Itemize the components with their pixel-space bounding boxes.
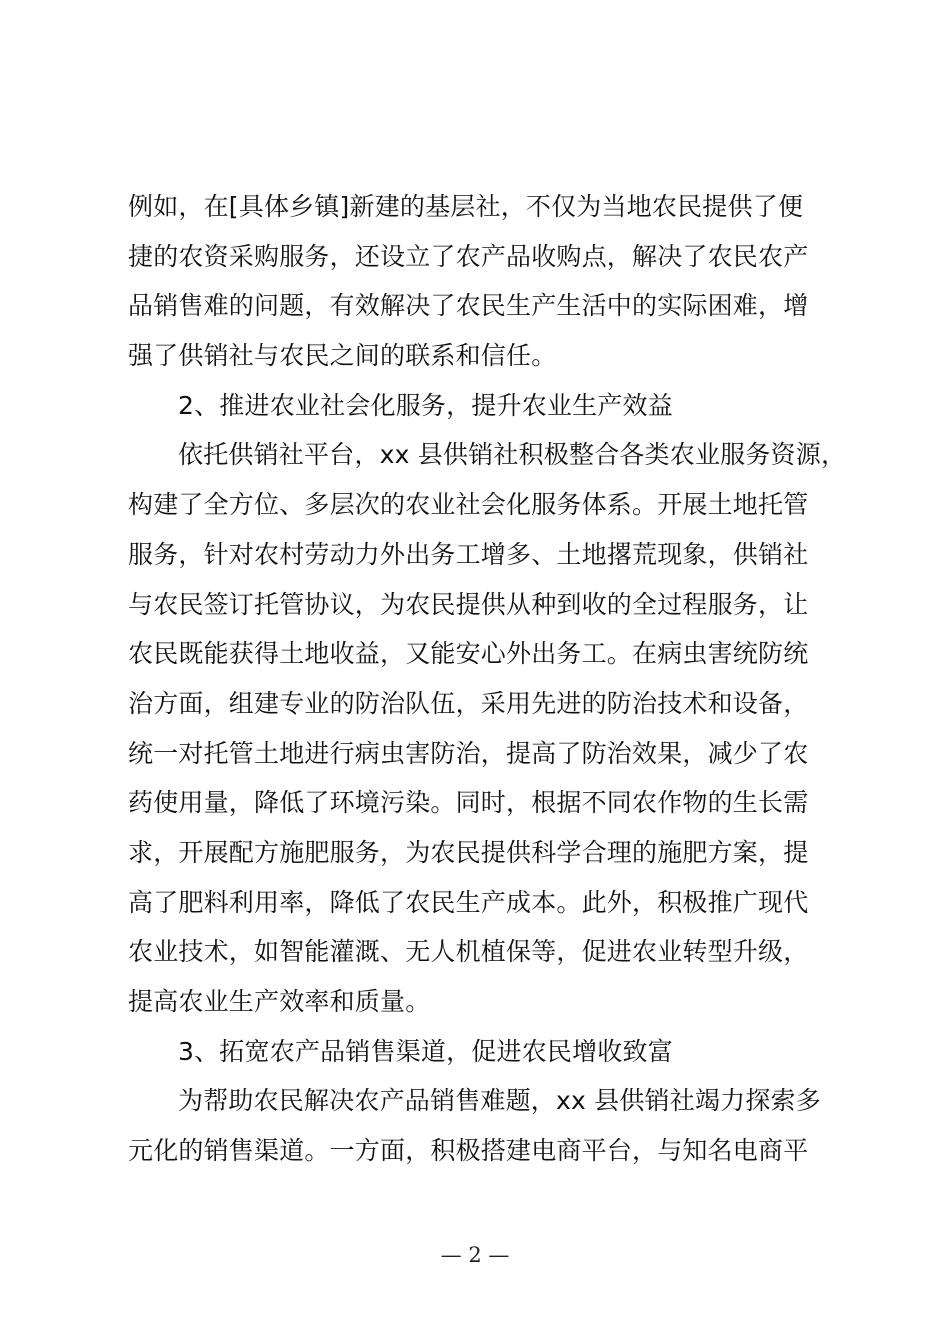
text-line: 统一对托管土地进行病虫害防治，提高了防治效果，减少了农 bbox=[128, 738, 809, 768]
text-line: 服务，针对农村劳动力外出务工增多、土地撂荒现象，供销社 bbox=[128, 539, 809, 569]
text-line: 与农民签订托管协议，为农民提供从种到收的全过程服务，让 bbox=[128, 589, 809, 619]
text-line: 例如，在[具体乡镇]新建的基层社，不仅为当地农民提供了便 bbox=[128, 192, 804, 221]
page-number: — 2 — bbox=[440, 1243, 510, 1267]
text-line: 元化的销售渠道。一方面，积极搭建电商平台，与知名电商平 bbox=[128, 1136, 809, 1166]
section-heading: 3、拓宽农产品销售渠道，促进农民增收致富 bbox=[178, 1036, 673, 1066]
text-line: 构建了全方位、多层次的农业社会化服务体系。开展土地托管 bbox=[128, 490, 809, 520]
text-line: 农业技术，如智能灌溉、无人机植保等，促进农业转型升级， bbox=[128, 937, 809, 967]
section-heading: 2、推进农业社会化服务，提升农业生产效益 bbox=[178, 390, 673, 420]
text-line: 强了供销社与农民之间的联系和信任。 bbox=[128, 341, 557, 371]
text-line: 农民既能获得土地收益，又能安心外出务工。在病虫害统防统 bbox=[128, 639, 809, 669]
text-line: 高了肥料利用率，降低了农民生产成本。此外，积极推广现代 bbox=[128, 887, 809, 917]
text-line: 求，开展配方施肥服务，为农民提供科学合理的施肥方案，提 bbox=[128, 837, 809, 867]
text-line: 药使用量，降低了环境污染。同时，根据不同农作物的生长需 bbox=[128, 788, 809, 818]
document-body bbox=[128, 182, 847, 1176]
text-line: 品销售难的问题，有效解决了农民生产生活中的实际困难，增 bbox=[128, 291, 809, 321]
text-line: 提高农业生产效率和质量。 bbox=[128, 987, 431, 1016]
text-line: 依托供销社平台，xx 县供销社积极整合各类农业服务资源， bbox=[178, 440, 847, 470]
text-line: 捷的农资采购服务，还设立了农产品收购点，解决了农民农产 bbox=[128, 241, 809, 271]
text-line: 为帮助农民解决农产品销售难题，xx 县供销社竭力探索多 bbox=[178, 1086, 821, 1116]
text-line: 治方面，组建专业的防治队伍，采用先进的防治技术和设备， bbox=[128, 688, 809, 718]
